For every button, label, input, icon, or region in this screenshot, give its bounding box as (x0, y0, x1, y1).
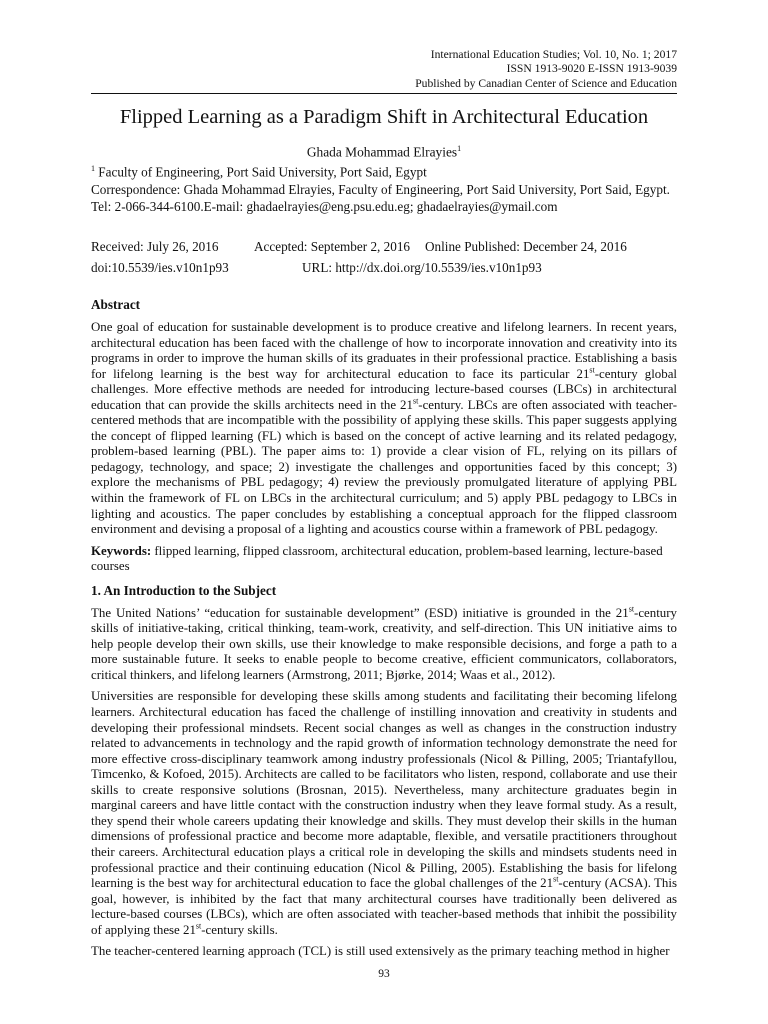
doi-url-link[interactable]: URL: http://dx.doi.org/10.5539/ies.v10n1p93 (302, 260, 542, 275)
para1-sup: st (628, 604, 635, 614)
abstract-text-3: -century. LBCs are often associated with teacher-centered methods that are incompatible with the possibility of applying these skills. This paper suggests applying the concept of flipped learning (FL) which is based on the concept of active learning and its related pedagogy, problem-based learning (PBL). The paper aims to: 1) provide a clear vision of FL, relying on its pillars of pedagogy, technology, and space; 2) investigate the challenges and opportunities faced by this concept; 3) explore the mechanisms of PBL pedagogy; 4) review the previously promulgated literature of applying PBL within the framework of FL on LBCs in the architectural curriculum; and 5) apply PBL pedagogy to LBCs in lighting and acoustics. The paper concludes by establishing a conceptual approach for the flipped classroom environment and devising a proposal of a lighting and acoustics course within a framework of PBL pedagogy. (91, 397, 677, 537)
affiliation (91, 160, 677, 180)
para1-text-a: The United Nations’ “education for sustainable development” (ESD) initiative is grounded in the 21 (91, 605, 629, 620)
header-divider (91, 93, 677, 94)
keywords (91, 544, 677, 575)
journal-issn: ISSN 1913-9020 E-ISSN 1913-9039 (506, 62, 677, 76)
journal-header (415, 48, 677, 91)
abstract-sup-1: st (589, 365, 595, 375)
author-line (0, 140, 768, 160)
journal-citation: International Education Studies; Vol. 10, No. 1; 2017 (430, 48, 677, 61)
received-date: Received: July 26, 2016 (91, 239, 219, 254)
abstract-heading: Abstract (91, 297, 141, 312)
page-number: 93 (378, 968, 390, 980)
para2-text-c: -century skills. (201, 922, 278, 937)
para2-text-a: Universities are responsible for developing these skills among students and facilitating their becoming lifelong learners. Architectural education has faced the challenge of instilling innovation and creativity in students and developing their professional mindsets. Recent social changes as well as changes in the construction industry related to advancements in technology and the rapid growth of information technology demonstrate the need for more effective cross-disciplinary teamwork among industry professionals (Nicol & Pilling, 2005; Triantafyllou, Timcenko, & Kofoed, 2015). Architects are called to be facilitators who listen, respond, collaborate and use their skills to create responsive solutions (Brosnan, 2015). Nevertheless, many architecture graduates begin in marginal careers and have little contact with the construction industry when they leave formal study. As a result, they spend their whole careers updating their knowledge and skills. They must develop their skills in the human dimensions of professional practice and become more adaptable, flexible, and versatile practitioners throughout their careers. Architectural education plays a critical role in developing the skills and mindsets students need in professional practice and their continuing education (Nicol & Pilling, 2005). Establishing the basis for lifelong learning is the best way for architectural education to face the global challenges of the 21 (91, 689, 677, 891)
published-date: Online Published: December 24, 2016 (425, 239, 627, 254)
doi: doi:10.5539/ies.v10n1p93 (91, 260, 229, 275)
abstract-paragraph (91, 320, 677, 538)
paper-body (91, 297, 677, 966)
para2-sup-2: st (195, 921, 202, 931)
affil-text: Faculty of Engineering, Port Said University, Port Said, Egypt (95, 164, 427, 180)
body-paragraph-3: The teacher-centered learning approach (TCL) is still used extensively as the primary teaching method in higher (91, 944, 670, 959)
abstract-text-1: One goal of education for sustainable development is to produce creative and lifelong learners. In recent years, architectural education has been faced with the challenge of how to incorporate innovation and creativity into its programs in order to improve the human skills of its graduates in their professional practice. Establishing a basis for lifelong learning is the best way for architectural education to face its particular 21 (91, 320, 677, 381)
para2-text-b: -century (ACSA). This goal, however, is inhibited by the fact that many architectural courses have traditionally been delivered as lecture-based courses (LBCs), which are often associated with teacher-based methods that inhibit the possibility of applying these 21 (91, 876, 677, 937)
body-paragraph-2 (91, 689, 677, 938)
keywords-label: Keywords: (91, 543, 152, 558)
affil-marker: 1 (91, 164, 95, 173)
accepted-date: Accepted: September 2, 2016 (254, 239, 411, 254)
correspondence: Correspondence: Ghada Mohammad Elrayies, Faculty of Engineering, Port Said University, Port Said, Egypt. Tel: 2-066-344-6100.E-mail: ghadaelrayies@eng.psu.edu.eg; ghadaelrayies@ymail.com (91, 182, 670, 214)
abstract-sup-2: st (412, 396, 419, 406)
abstract-text-2: -century global challenges. More effective methods are needed for introducing lecture-based courses (LBCs) in architectural education that can provide the skills architects need in the 21 (91, 366, 678, 412)
body-paragraph-1 (91, 606, 677, 684)
author-affil-marker: 1 (457, 144, 462, 153)
section-heading: 1. An Introduction to the Subject (91, 582, 277, 598)
paper-title: Flipped Learning as a Paradigm Shift in Architectural Education (119, 106, 649, 128)
para2-sup-1: st (553, 874, 559, 884)
journal-publisher: Published by Canadian Center of Science and Education (415, 76, 677, 90)
keywords-text: flipped learning, flipped classroom, architectural education, problem-based learning, lecture-based courses (91, 543, 663, 574)
para1-text-b: -century skills of initiative-taking, critical thinking, team-work, creativity, and self-direction. This UN initiative aims to help people develop their own skills, use their knowledge to make responsible decisions, and forge a path to a more sustainable future. It seeks to enable people to become creative, efficient communicators, collaborators, critical thinkers, and lifelong learners (Armstrong, 2011; Bjørke, 2014; Waas et al., 2012). (91, 605, 677, 682)
author-name: Ghada Mohammad Elrayies (306, 144, 458, 160)
